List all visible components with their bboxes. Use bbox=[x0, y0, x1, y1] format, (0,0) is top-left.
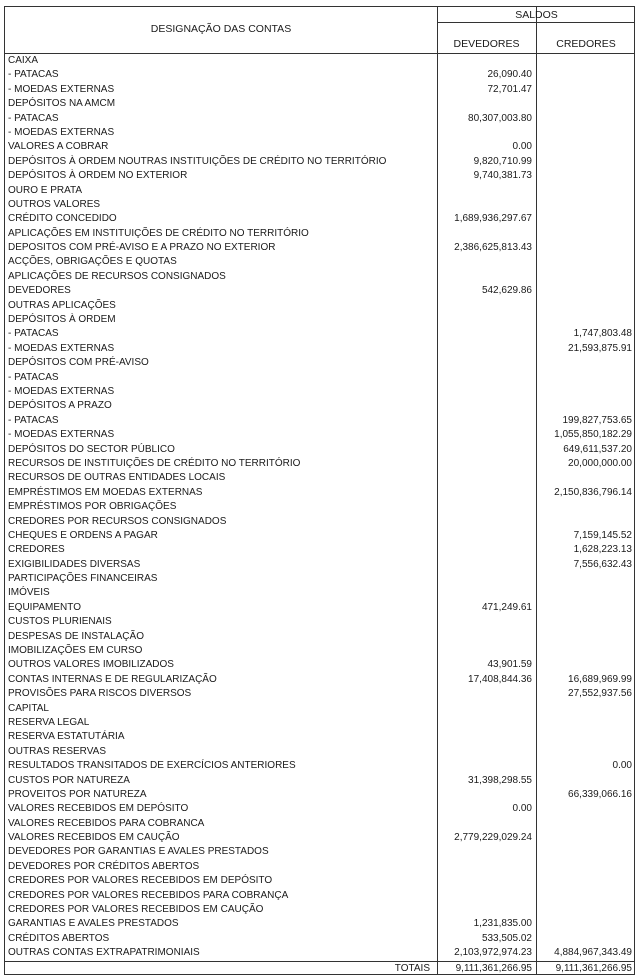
account-name: - MOEDAS EXTERNAS bbox=[8, 385, 115, 397]
devedores-value: 1,689,936,297.67 bbox=[454, 213, 532, 225]
account-name: - MOEDAS EXTERNAS bbox=[8, 342, 115, 354]
credores-value: 16,689,969.99 bbox=[568, 673, 632, 685]
table-row bbox=[5, 227, 636, 241]
credores-value: 649,611,537.20 bbox=[563, 443, 632, 455]
credores-value: 27,552,937.56 bbox=[568, 688, 632, 700]
table-row bbox=[5, 443, 636, 457]
table-row bbox=[5, 313, 636, 327]
account-name: IMOBILIZAÇÕES EM CURSO bbox=[8, 645, 143, 657]
account-name: - PATACAS bbox=[8, 328, 59, 340]
account-name: - MOEDAS EXTERNAS bbox=[8, 126, 115, 138]
table-row bbox=[5, 860, 636, 874]
table-row bbox=[5, 428, 636, 442]
account-name: EMPRÉSTIMOS POR OBRIGAÇÕES bbox=[8, 501, 177, 513]
totals-devedores: 9,111,361,266.95 bbox=[455, 963, 532, 974]
account-name: EXIGIBILIDADES DIVERSAS bbox=[8, 558, 141, 570]
table-row bbox=[5, 543, 636, 557]
account-name: VALORES RECEBIDOS PARA COBRANCA bbox=[8, 817, 205, 829]
account-name: OURO E PRATA bbox=[8, 184, 83, 196]
credores-value: 7,556,632.43 bbox=[573, 558, 632, 570]
account-name: CREDORES POR VALORES RECEBIDOS EM DEPÓSITO bbox=[8, 875, 273, 887]
table-row bbox=[5, 399, 636, 413]
account-name: VALORES RECEBIDOS EM CAUÇÃO bbox=[8, 832, 180, 844]
account-name: - PATACAS bbox=[8, 69, 59, 81]
account-name: IMÓVEIS bbox=[8, 587, 50, 599]
table-row bbox=[5, 802, 636, 816]
credores-value: 1,055,850,182.29 bbox=[554, 429, 632, 441]
account-name: RESERVA LEGAL bbox=[8, 716, 90, 728]
table-row bbox=[5, 702, 636, 716]
account-name: RECURSOS DE INSTITUIÇÕES DE CRÉDITO NO TERRITÓRIO bbox=[8, 457, 301, 469]
credores-value: 0.00 bbox=[612, 760, 632, 772]
account-name: PARTICIPAÇÕES FINANCEIRAS bbox=[8, 573, 158, 585]
table-row bbox=[5, 572, 636, 586]
table-row bbox=[5, 658, 636, 672]
account-name: OUTROS VALORES bbox=[8, 198, 101, 210]
table-row bbox=[5, 716, 636, 730]
account-name: DEVEDORES POR CRÉDITOS ABERTOS bbox=[8, 860, 200, 872]
table-row bbox=[5, 917, 636, 931]
table-row bbox=[5, 644, 636, 658]
table-row bbox=[5, 874, 636, 888]
account-name: OUTRAS RESERVAS bbox=[8, 745, 106, 757]
credores-value: 1,628,223.13 bbox=[573, 544, 632, 556]
table-row bbox=[5, 342, 636, 356]
table-row bbox=[5, 515, 636, 529]
table-row bbox=[5, 169, 636, 183]
account-name: DEPÓSITOS A PRAZO bbox=[8, 400, 112, 412]
account-name: ACÇÕES, OBRIGAÇÕES E QUOTAS bbox=[8, 256, 177, 268]
credores-value: 199,827,753.65 bbox=[562, 414, 632, 426]
account-name: DESPESAS DE INSTALAÇÃO bbox=[8, 630, 144, 642]
account-name: RESERVA ESTATUTÁRIA bbox=[8, 731, 125, 743]
account-name: CONTAS INTERNAS E DE REGULARIZAÇÃO bbox=[8, 673, 217, 685]
table-row bbox=[5, 845, 636, 859]
account-name: DEPÓSITOS À ORDEM bbox=[8, 314, 116, 326]
devedores-value: 9,820,710.99 bbox=[473, 155, 532, 167]
table-row bbox=[5, 198, 636, 212]
account-name: CREDORES POR RECURSOS CONSIGNADOS bbox=[8, 515, 227, 527]
table-row bbox=[5, 68, 636, 82]
account-name: DEVEDORES bbox=[8, 285, 71, 297]
devedores-value: 31,398,298.55 bbox=[468, 774, 532, 786]
devedores-value: 80,307,003.80 bbox=[468, 112, 532, 124]
table-row bbox=[5, 946, 636, 960]
account-name: DEPÓSITOS COM PRÉ-AVISO bbox=[8, 357, 149, 369]
credores-value: 4,884,967,343.49 bbox=[554, 947, 632, 959]
table-row bbox=[5, 371, 636, 385]
account-name: DEPÓSITOS À ORDEM NO EXTERIOR bbox=[8, 170, 188, 182]
table-row bbox=[5, 630, 636, 644]
table-row bbox=[5, 385, 636, 399]
devedores-value: 2,779,229,029.24 bbox=[454, 832, 532, 844]
credores-value: 1,747,803.48 bbox=[573, 328, 632, 340]
devedores-value: 0.00 bbox=[512, 141, 532, 153]
devedores-value: 17,408,844.36 bbox=[468, 673, 532, 685]
account-name: CAIXA bbox=[8, 55, 39, 66]
header-devedores: DEVEDORES bbox=[453, 38, 520, 50]
devedores-value: 0.00 bbox=[512, 803, 532, 815]
account-name: GARANTIAS E AVALES PRESTADOS bbox=[8, 918, 179, 930]
table-row bbox=[5, 615, 636, 629]
devedores-value: 72,701.47 bbox=[487, 83, 532, 95]
account-name: CRÉDITO CONCEDIDO bbox=[8, 213, 117, 225]
table-row bbox=[5, 903, 636, 917]
devedores-value: 26,090.40 bbox=[487, 69, 532, 81]
table-row bbox=[5, 558, 636, 572]
account-name: EQUIPAMENTO bbox=[8, 601, 81, 613]
credores-value: 20,000,000.00 bbox=[568, 457, 632, 469]
table-row bbox=[5, 745, 636, 759]
account-name: DEPÓSITOS DO SECTOR PÚBLICO bbox=[8, 443, 175, 455]
account-name: OUTRAS APLICAÇÕES bbox=[8, 299, 116, 311]
table-row bbox=[5, 299, 636, 313]
table-row bbox=[5, 126, 636, 140]
account-name: EMPRÉSTIMOS EM MOEDAS EXTERNAS bbox=[8, 486, 203, 498]
account-rows bbox=[5, 54, 636, 961]
devedores-value: 43,901.59 bbox=[487, 659, 532, 671]
devedores-value: 542,629.86 bbox=[481, 285, 532, 297]
totals-credores: 9,111,361,266.95 bbox=[555, 963, 632, 974]
account-name: CREDORES POR VALORES RECEBIDOS PARA COBRANÇA bbox=[8, 889, 289, 901]
devedores-value: 533,505.02 bbox=[481, 932, 532, 944]
table-row bbox=[5, 932, 636, 946]
table-row bbox=[5, 212, 636, 226]
devedores-value: 2,103,972,974.23 bbox=[454, 947, 532, 959]
totals-label: TOTAIS bbox=[394, 963, 430, 974]
table-row bbox=[5, 601, 636, 615]
credores-value: 7,159,145.52 bbox=[573, 529, 632, 541]
header-credores: CREDORES bbox=[556, 38, 616, 50]
table-row bbox=[5, 730, 636, 744]
table-row bbox=[5, 889, 636, 903]
account-name: OUTROS VALORES IMOBILIZADOS bbox=[8, 659, 174, 671]
table-row bbox=[5, 486, 636, 500]
table-row bbox=[5, 774, 636, 788]
table-row bbox=[5, 140, 636, 154]
table-row bbox=[5, 284, 636, 298]
table-row bbox=[5, 54, 636, 68]
account-name: RECURSOS DE OUTRAS ENTIDADES LOCAIS bbox=[8, 472, 226, 484]
account-name: DEPOSITOS COM PRÉ-AVISO E A PRAZO NO EXTERIOR bbox=[8, 242, 276, 254]
account-name: PROVEITOS POR NATUREZA bbox=[8, 788, 147, 800]
account-name: - MOEDAS EXTERNAS bbox=[8, 83, 115, 95]
table-row bbox=[5, 155, 636, 169]
table-row bbox=[5, 356, 636, 370]
table-row bbox=[5, 97, 636, 111]
account-name: VALORES RECEBIDOS EM DEPÓSITO bbox=[8, 803, 189, 815]
account-name: - PATACAS bbox=[8, 112, 59, 124]
table-row bbox=[5, 184, 636, 198]
table-row bbox=[5, 788, 636, 802]
account-name: OUTRAS CONTAS EXTRAPATRIMONIAIS bbox=[8, 947, 200, 959]
devedores-value: 471,249.61 bbox=[481, 601, 532, 613]
table-row bbox=[5, 457, 636, 471]
devedores-value: 9,740,381.73 bbox=[473, 170, 532, 182]
devedores-value: 1,231,835.00 bbox=[473, 918, 532, 930]
account-name: PROVISÕES PARA RISCOS DIVERSOS bbox=[8, 688, 192, 700]
table-row bbox=[5, 529, 636, 543]
table-row bbox=[5, 586, 636, 600]
credores-value: 21,593,875.91 bbox=[568, 342, 632, 354]
table-row bbox=[5, 112, 636, 126]
table-row bbox=[5, 687, 636, 701]
account-name: - PATACAS bbox=[8, 371, 59, 383]
account-name: APLICAÇÕES DE RECURSOS CONSIGNADOS bbox=[8, 270, 226, 282]
table-row bbox=[5, 673, 636, 687]
table-row bbox=[5, 327, 636, 341]
header-saldos: SALDOS bbox=[515, 9, 558, 21]
account-name: RESULTADOS TRANSITADOS DE EXERCÍCIOS ANTERIORES bbox=[8, 760, 296, 772]
credores-value: 2,150,836,796.14 bbox=[554, 486, 632, 498]
table-row bbox=[5, 270, 636, 284]
account-name: CHEQUES E ORDENS A PAGAR bbox=[8, 529, 158, 541]
account-name: DEPÓSITOS NA AMCM bbox=[8, 98, 116, 110]
table-row bbox=[5, 414, 636, 428]
account-name: CREDORES bbox=[8, 544, 65, 556]
account-name: - MOEDAS EXTERNAS bbox=[8, 429, 115, 441]
balance-sheet-table bbox=[4, 6, 635, 975]
table-row bbox=[5, 500, 636, 514]
account-name: DEPÓSITOS À ORDEM NOUTRAS INSTITUIÇÕES DE CRÉDITO NO TERRITÓRIO bbox=[8, 155, 387, 167]
header-designacao: DESIGNAÇÃO DAS CONTAS bbox=[150, 23, 292, 35]
table-row bbox=[5, 817, 636, 831]
account-name: CAPITAL bbox=[8, 702, 49, 714]
table-row bbox=[5, 759, 636, 773]
account-name: DEVEDORES POR GARANTIAS E AVALES PRESTADOS bbox=[8, 846, 269, 858]
table-row bbox=[5, 471, 636, 485]
account-name: VALORES A COBRAR bbox=[8, 141, 109, 153]
totals-row bbox=[5, 962, 636, 976]
table-row bbox=[5, 255, 636, 269]
table-row bbox=[5, 83, 636, 97]
account-name: CUSTOS PLURIENAIS bbox=[8, 616, 112, 628]
account-name: - PATACAS bbox=[8, 414, 59, 426]
account-name: CRÉDITOS ABERTOS bbox=[8, 932, 110, 944]
table-row bbox=[5, 831, 636, 845]
devedores-value: 2,386,625,813.43 bbox=[454, 242, 532, 254]
credores-value: 66,339,066.16 bbox=[568, 788, 632, 800]
saldos-divider bbox=[437, 22, 634, 23]
table-row bbox=[5, 241, 636, 255]
account-name: CREDORES POR VALORES RECEBIDOS EM CAUÇÃO bbox=[8, 904, 264, 916]
account-name: APLICAÇÕES EM INSTITUIÇÕES DE CRÉDITO NO TERRITÓRIO bbox=[8, 227, 309, 239]
account-name: CUSTOS POR NATUREZA bbox=[8, 774, 130, 786]
